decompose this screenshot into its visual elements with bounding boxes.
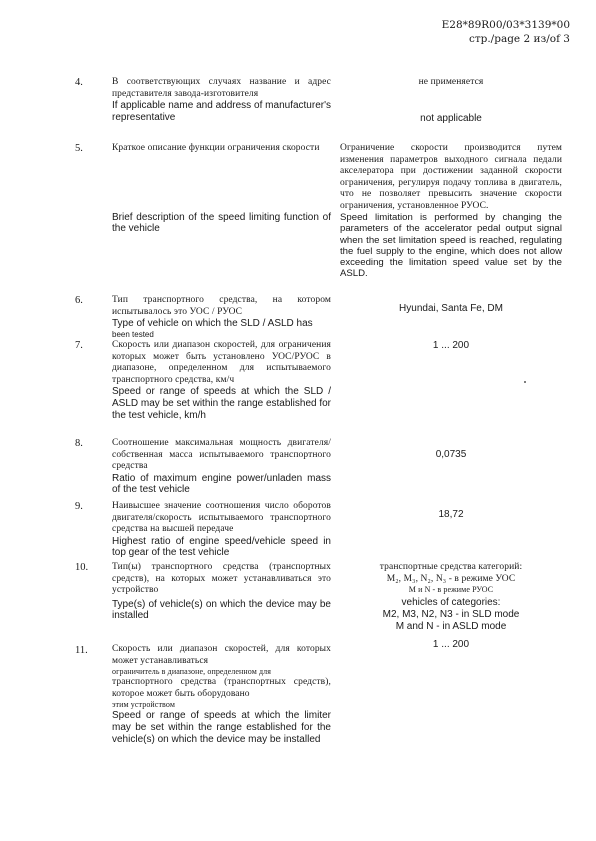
page-number: стр./page 2 из/of 3 — [468, 33, 570, 45]
item-label — [112, 77, 331, 124]
item-number: 10. — [75, 562, 89, 573]
item-value — [340, 303, 562, 315]
item-number: 5. — [75, 143, 83, 154]
value: 0,0735 — [435, 449, 467, 460]
label-en: Speed or range of speeds at which the SLD / ASLD may be set within the range established for the test vehicle, km/h — [112, 386, 332, 421]
value-en-line2: M2, M3, N2, N3 - in SLD mode — [382, 608, 520, 620]
item-value — [340, 77, 562, 124]
value: 1 ... 200 — [432, 639, 470, 650]
label-ru: Тип(ы) транспортного средства (транспортных средств), на которых может устанавливаться это устройство — [112, 562, 331, 595]
value-ru: не применяется — [418, 77, 484, 87]
item-value — [340, 509, 562, 521]
item-number: 6. — [75, 295, 83, 306]
value-ru-line1: транспортные средства категорий: — [379, 562, 523, 572]
item-value — [340, 143, 562, 280]
item-number: 8. — [75, 438, 83, 449]
value: 18,72 — [438, 509, 464, 520]
value-en: not applicable — [420, 112, 482, 124]
item-value — [340, 449, 562, 461]
item-label — [112, 501, 331, 559]
label-en: Brief description of the speed limiting function of the vehicle — [112, 211, 331, 235]
label-ru: Краткое описание функции ограничения скорости — [112, 143, 320, 153]
value-en-line1: vehicles of categories: — [401, 597, 501, 608]
item-number: 7. — [75, 340, 83, 351]
label-en: Type of vehicle on which the SLD / ASLD has — [112, 318, 313, 329]
item-label — [112, 295, 331, 340]
label-ru-line4: этим устройством — [112, 700, 175, 709]
value-ru-line3: M и N - в режиме РУОС — [408, 585, 494, 594]
value-en: Speed limitation is performed by changing the parameters of the accelerator pedal output signal when the set limitation speed is reached, regulating the fuel supply to the engine, which does not allow exceeding the limitation speed value set by the ASLD. — [340, 212, 562, 280]
item-label — [112, 340, 331, 421]
document-reference: E28*89R00/03*3139*00 — [441, 19, 570, 31]
label-ru: Соотношение максимальная мощность двигателя/собственная масса испытываемого транспортного средства — [112, 438, 331, 471]
item-label — [112, 562, 331, 622]
label-ru: Тип транспортного средства, на котором испытывалось это УОС / РУОС — [112, 295, 331, 317]
label-ru: Наивысшее значение соотношения число оборотов двигателя/скорость испытываемого транспортного средства на высшей передаче — [112, 501, 331, 534]
label-en: Type(s) of vehicle(s) on which the device may be installed — [112, 598, 331, 622]
label-ru-line2: ограничитель в диапазоне, определенном для — [112, 667, 272, 676]
value-ru: Ограничение скорости производится путем изменения параметров выходного сигнала педали акселератора при достижении заданной скорости ограничения, регулируя подачу топлива в двигатель, что не позволяет превысить значение скорости ограничения, установленное РУОС. — [340, 143, 562, 211]
item-label — [112, 644, 331, 745]
item-label — [112, 143, 331, 235]
value-ru-line2: M₂, M₃, N₂, N₃ - в режиме УОС — [386, 573, 516, 584]
label-ru: Скорость или диапазон скоростей, для ограничения которых может быть установлено УОС/РУОС в диапазоне, определенном для испытываемого транспортного средства, км/ч — [112, 340, 331, 385]
item-value — [340, 562, 562, 632]
item-value — [340, 340, 562, 352]
item-number: 9. — [75, 501, 83, 512]
scan-speck — [524, 381, 526, 383]
label-en: Highest ratio of engine speed/vehicle speed in top gear of the test vehicle — [112, 535, 331, 559]
value: 1 ... 200 — [432, 340, 470, 351]
item-number: 4. — [75, 77, 83, 88]
value: Hyundai, Santa Fe, DM — [399, 303, 503, 314]
document-header — [442, 18, 570, 46]
label-en: Ratio of maximum engine power/unladen mass of the test vehicle — [112, 472, 331, 496]
label-ru-line3: транспортного средства (транспортных средств), которое может быть оборудовано — [112, 677, 331, 699]
label-en: Speed or range of speeds at which the limiter may be set within the range established for the vehicle(s) on which the device may be installed — [112, 710, 331, 745]
value-en-line3: M and N - in ASLD mode — [395, 620, 507, 632]
label-ru-line1: Скорость или диапазон скоростей, для которых может устанавливаться — [112, 644, 331, 666]
label-en-continued: been tested — [112, 329, 154, 339]
label-ru: В соответствующих случаях название и адрес представителя завода-изготовителя — [112, 77, 331, 99]
item-number: 11. — [75, 645, 88, 656]
item-value — [340, 639, 562, 651]
item-label — [112, 438, 331, 496]
label-en: If applicable name and address of manufacturer's representative — [112, 100, 331, 123]
